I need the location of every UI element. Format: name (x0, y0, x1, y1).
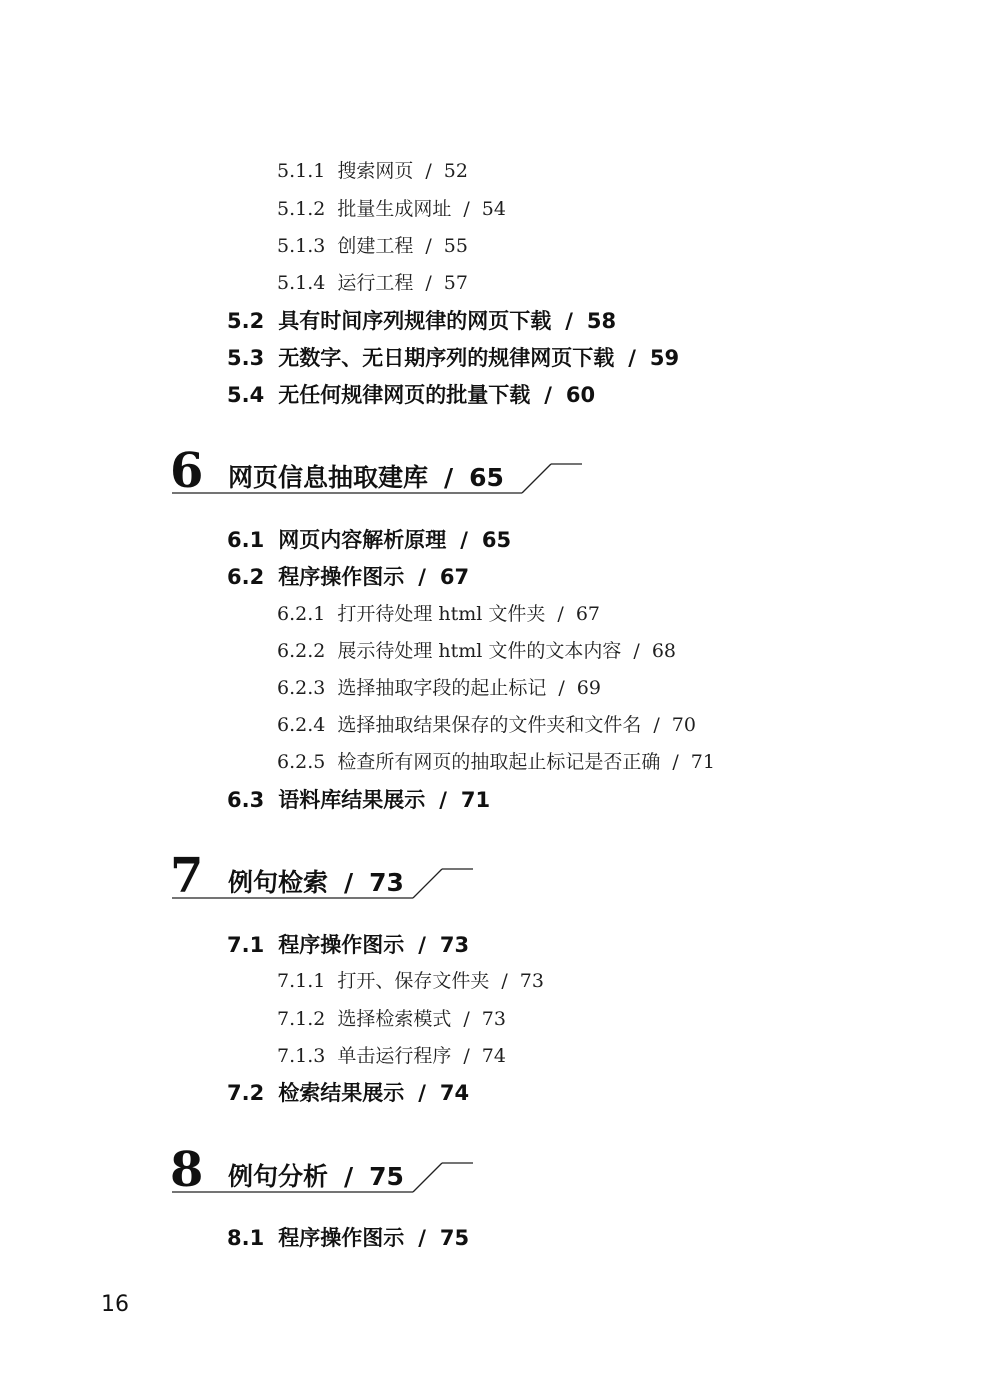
toc-entry-6-2-1[interactable]: 6.2.1 打开待处理 html 文件夹 / 67 (277, 603, 600, 625)
toc-entry-5-1-4[interactable]: 5.1.4 运行工程 / 57 (277, 272, 468, 294)
toc-chapter-7[interactable] (170, 848, 590, 910)
toc-entry-5-3[interactable]: 5.3 无数字、无日期序列的规律网页下载 / 59 (227, 346, 680, 370)
toc-entry-6-2[interactable]: 6.2 程序操作图示 / 67 (227, 565, 470, 589)
toc-entry-6-2-2[interactable]: 6.2.2 展示待处理 html 文件的文本内容 / 68 (277, 640, 676, 662)
chapter-number: 7 (170, 848, 204, 904)
chapter-number: 6 (170, 443, 204, 499)
toc-entry-8-1[interactable]: 8.1 程序操作图示 / 75 (227, 1226, 470, 1250)
toc-entry-5-1-1[interactable]: 5.1.1 搜索网页 / 52 (277, 160, 468, 182)
toc-entry-5-1-3[interactable]: 5.1.3 创建工程 / 55 (277, 235, 468, 257)
toc-entry-7-1-2[interactable]: 7.1.2 选择检索模式 / 73 (277, 1008, 506, 1030)
toc-entry-7-1[interactable]: 7.1 程序操作图示 / 73 (227, 933, 470, 957)
toc-entry-7-1-3[interactable]: 7.1.3 单击运行程序 / 74 (277, 1045, 506, 1067)
toc-entry-6-2-4[interactable]: 6.2.4 选择抽取结果保存的文件夹和文件名 / 70 (277, 714, 696, 736)
toc-entry-6-3[interactable]: 6.3 语料库结果展示 / 71 (227, 788, 491, 812)
toc-entry-6-2-5[interactable]: 6.2.5 检查所有网页的抽取起止标记是否正确 / 71 (277, 751, 715, 773)
chapter-number: 8 (170, 1142, 204, 1198)
toc-entry-7-2[interactable]: 7.2 检索结果展示 / 74 (227, 1081, 470, 1105)
chapter-title: 例句检索 / 73 (228, 868, 404, 897)
toc-entry-5-1-2[interactable]: 5.1.2 批量生成网址 / 54 (277, 198, 506, 220)
toc-entry-6-2-3[interactable]: 6.2.3 选择抽取字段的起止标记 / 69 (277, 677, 601, 699)
chapter-title: 例句分析 / 75 (228, 1162, 404, 1191)
page-number: 16 (101, 1292, 129, 1317)
toc-entry-5-4[interactable]: 5.4 无任何规律网页的批量下载 / 60 (227, 383, 596, 407)
toc-chapter-8[interactable] (170, 1142, 590, 1204)
toc-entry-6-1[interactable]: 6.1 网页内容解析原理 / 65 (227, 528, 512, 552)
chapter-title: 网页信息抽取建库 / 65 (228, 463, 504, 492)
toc-entry-7-1-1[interactable]: 7.1.1 打开、保存文件夹 / 73 (277, 970, 544, 992)
toc-chapter-6[interactable] (170, 443, 590, 505)
toc-entry-5-2[interactable]: 5.2 具有时间序列规律的网页下载 / 58 (227, 309, 617, 333)
